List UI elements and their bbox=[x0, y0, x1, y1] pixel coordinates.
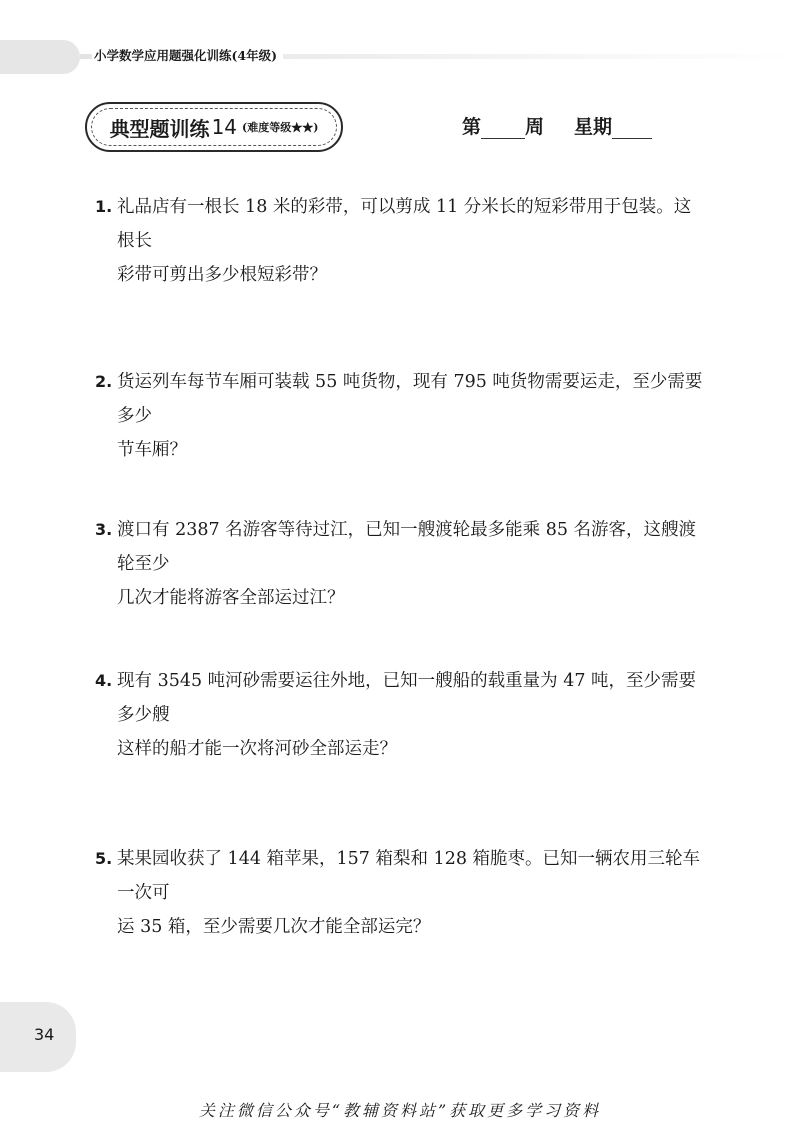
weekday-blank[interactable] bbox=[612, 118, 652, 139]
week-blank[interactable] bbox=[481, 118, 525, 139]
weekday-label: 星期 bbox=[574, 116, 613, 138]
question-text-line-1: 礼品店有一根长 18 米的彩带，可以剪成 11 分米长的短彩带用于包装。这根长 bbox=[117, 197, 692, 251]
section-title: 典型题训练 bbox=[109, 116, 210, 141]
question-number: 2. bbox=[95, 372, 113, 391]
question-number: 4. bbox=[95, 671, 113, 690]
question-text-line-2: 几次才能将游客全部运过江？ bbox=[117, 588, 345, 608]
question-text-line-2: 运 35 箱，至少需要几次才能全部运完？ bbox=[117, 917, 431, 937]
page-number: 34 bbox=[34, 1025, 55, 1044]
question-text-line-1: 渡口有 2387 名游客等待过江，已知一艘渡轮最多能乘 85 名游客，这艘渡轮至少 bbox=[117, 520, 697, 574]
section-badge bbox=[85, 102, 343, 152]
question-number: 5. bbox=[95, 849, 113, 868]
page-header bbox=[0, 40, 800, 74]
week-prefix: 第 bbox=[462, 116, 482, 138]
week-suffix: 周 bbox=[525, 116, 545, 138]
question-text-line-2: 节车厢？ bbox=[117, 440, 187, 460]
footer-note: 关注微信公众号“教辅资料站”获取更多学习资料 bbox=[198, 1101, 602, 1120]
question-number: 1. bbox=[95, 197, 113, 216]
question-text-line-2: 这样的船才能一次将河砂全部运走？ bbox=[117, 739, 397, 759]
question-text-line-2: 彩带可剪出多少根短彩带？ bbox=[117, 265, 327, 285]
question-2 bbox=[95, 365, 705, 467]
question-text-line-1: 现有 3545 吨河砂需要运往外地，已知一艘船的载重量为 47 吨，至少需要多少艘 bbox=[117, 671, 697, 725]
question-text-line-1: 货运列车每节车厢可装载 55 吨货物，现有 795 吨货物需要运走，至少需要多少 bbox=[117, 372, 703, 426]
week-info bbox=[462, 112, 652, 139]
book-title: 小学数学应用题强化训练(4年级) bbox=[92, 46, 283, 64]
question-1 bbox=[95, 190, 705, 292]
question-5 bbox=[95, 842, 705, 944]
question-text-line-1: 某果园收获了 144 箱苹果，157 箱梨和 128 箱脆枣。已知一辆农用三轮车一次可 bbox=[117, 849, 701, 903]
question-3 bbox=[95, 513, 705, 615]
section-number: 14 bbox=[211, 115, 238, 139]
header-tab bbox=[0, 40, 80, 74]
question-4 bbox=[95, 664, 705, 766]
difficulty-label: (难度等级★★) bbox=[242, 121, 319, 134]
question-number: 3. bbox=[95, 520, 113, 539]
page-number-tab bbox=[0, 1002, 76, 1072]
